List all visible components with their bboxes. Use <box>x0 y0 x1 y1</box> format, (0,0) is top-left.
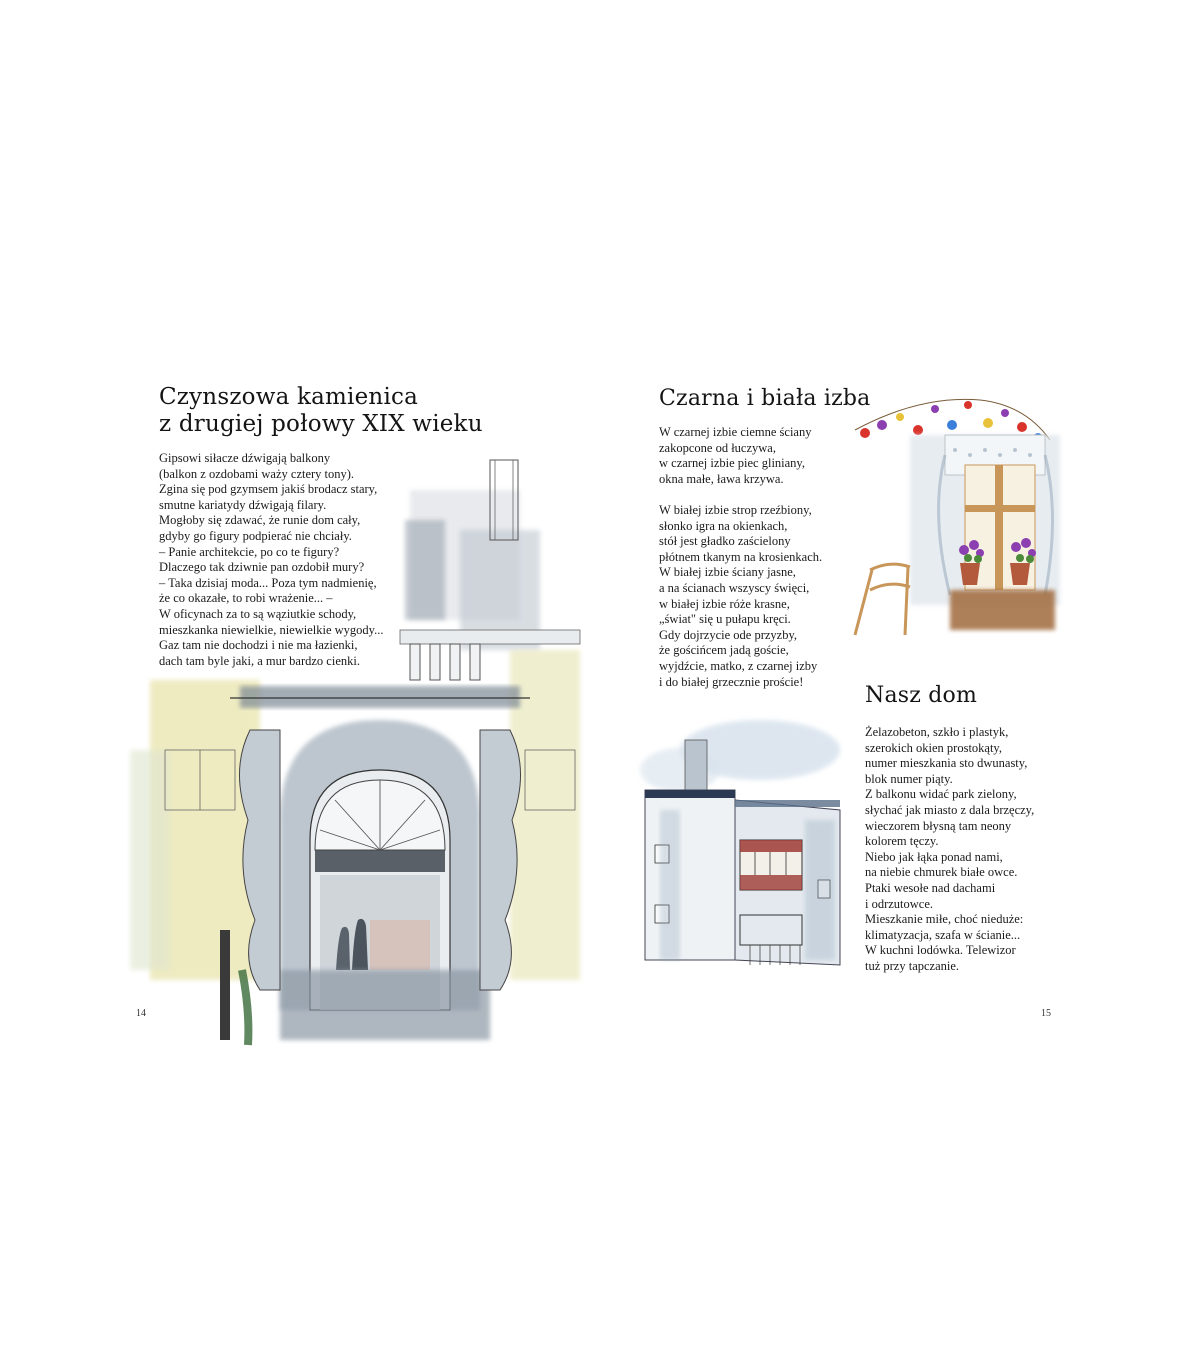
poem-line: W czarnej izbie ciemne ściany <box>659 425 812 439</box>
poem-line: W białej izbie ściany jasne, <box>659 565 796 580</box>
watercolor-window-flowers-icon <box>850 395 1065 640</box>
poem-line: kolorem tęczy. <box>865 834 939 849</box>
poem-line: W białej izbie strop rzeźbiony, <box>659 502 812 517</box>
poem-line: – Taka dzisiaj moda... Poza tym nadmienię, <box>159 575 377 590</box>
poem-line: numer mieszkania sto dwunasty, <box>865 756 1028 771</box>
title-line: z drugiej połowy XIX wieku <box>159 411 483 437</box>
poem-line: (balkon z ozdobami waży cztery tony). <box>159 466 355 481</box>
poem-line: smutne kariatydy dźwigają filary. <box>159 497 327 512</box>
right-page <box>600 0 1200 1372</box>
poem-line: zakopcone od łuczywa, <box>659 440 776 455</box>
poem-line: okna małe, ława krzywa. <box>659 471 784 486</box>
poem-line: dach tam byle jaki, a mur bardzo cienki. <box>159 653 360 668</box>
poem-line: „świat" się u pułapu kręci. <box>659 612 791 627</box>
poem-line: Gaz tam nie dochodzi i nie ma łazienki, <box>159 638 358 653</box>
poem-line: słonko igra na okienkach, <box>659 518 788 533</box>
poem-line: Dlaczego tak dziwnie pan ozdobił mury? <box>159 560 365 575</box>
page-number-right: 15 <box>1041 1008 1051 1019</box>
poem-line: Gipsowi siłacze dźwigają balkony <box>159 451 331 465</box>
poem-line: na niebie chmurek białe owce. <box>865 865 1018 880</box>
poem-line: W oficynach za to są wąziutkie schody, <box>159 606 357 621</box>
poem-stanza <box>659 425 822 487</box>
poem-line: Żelazobeton, szkło i plastyk, <box>865 725 1009 739</box>
poem-nasz-dom <box>865 725 1034 975</box>
poem-line: Niebo jak łąka ponad nami, <box>865 849 1003 864</box>
poem-line: że co okazałe, to robi wrażenie... – <box>159 591 333 606</box>
title-line: Nasz dom <box>865 683 978 708</box>
poem-line: Mogłoby się zdawać, że runie dom cały, <box>159 513 361 528</box>
poem-line: że gościńcem jadą goście, <box>659 643 789 658</box>
poem-line: słychać jak miasto z dala brzęczy, <box>865 802 1035 817</box>
poem-line: i odrzutowce. <box>865 896 934 911</box>
poem-line: Ptaki wesołe nad dachami <box>865 880 996 895</box>
page-title-nasz-dom <box>865 683 977 709</box>
page-title-tenement <box>159 384 483 438</box>
poem-line: w białej izbie róże krasne, <box>659 596 790 611</box>
poem-line: wyjdźcie, matko, z czarnej izby <box>659 658 818 673</box>
poem-line: w czarnej izbie piec gliniany, <box>659 456 805 471</box>
poem-line: W kuchni lodówka. Telewizor <box>865 943 1016 958</box>
title-line: Czarna i biała izba <box>659 386 871 411</box>
page-number-left: 14 <box>136 1008 146 1019</box>
poem-line: szerokich okien prostokąty, <box>865 740 1002 755</box>
poem-stanza <box>659 503 822 690</box>
poem-line: mieszkanka niewielkie, niewielkie wygody... <box>159 622 384 637</box>
poem-line: Mieszkanie miłe, choć nieduże: <box>865 912 1024 927</box>
poem-line: stół jest gładko zaścielony <box>659 534 791 549</box>
watercolor-apartment-block-icon <box>640 710 845 975</box>
poem-line: – Panie architekcie, po co te figury? <box>159 544 340 559</box>
poem-line: płótnem tkanym na krosienkach. <box>659 549 823 564</box>
poem-line: tuż przy tapczanie. <box>865 958 960 973</box>
poem-line: Zgina się pod gzymsem jakiś brodacz stary, <box>159 482 378 497</box>
page-title-izba <box>659 386 870 412</box>
poem-line: klimatyzacja, szafa w ścianie... <box>865 927 1021 942</box>
poem-line: i do białej grzecznie proście! <box>659 674 804 689</box>
poem-line: gdyby go figury podpierać nie chciały. <box>159 528 352 543</box>
poem-line: a na ścianach wszyscy święci, <box>659 580 810 595</box>
poem-line: blok numer piąty. <box>865 771 953 786</box>
poem-izba <box>659 425 822 690</box>
title-line: Czynszowa kamienica <box>159 384 418 410</box>
poem-tenement <box>159 451 383 669</box>
poem-line: wieczorem błysną tam neony <box>865 818 1012 833</box>
poem-line: Z balkonu widać park zielony, <box>865 787 1017 802</box>
poem-line: Gdy dojrzycie ode przyzby, <box>659 627 798 642</box>
